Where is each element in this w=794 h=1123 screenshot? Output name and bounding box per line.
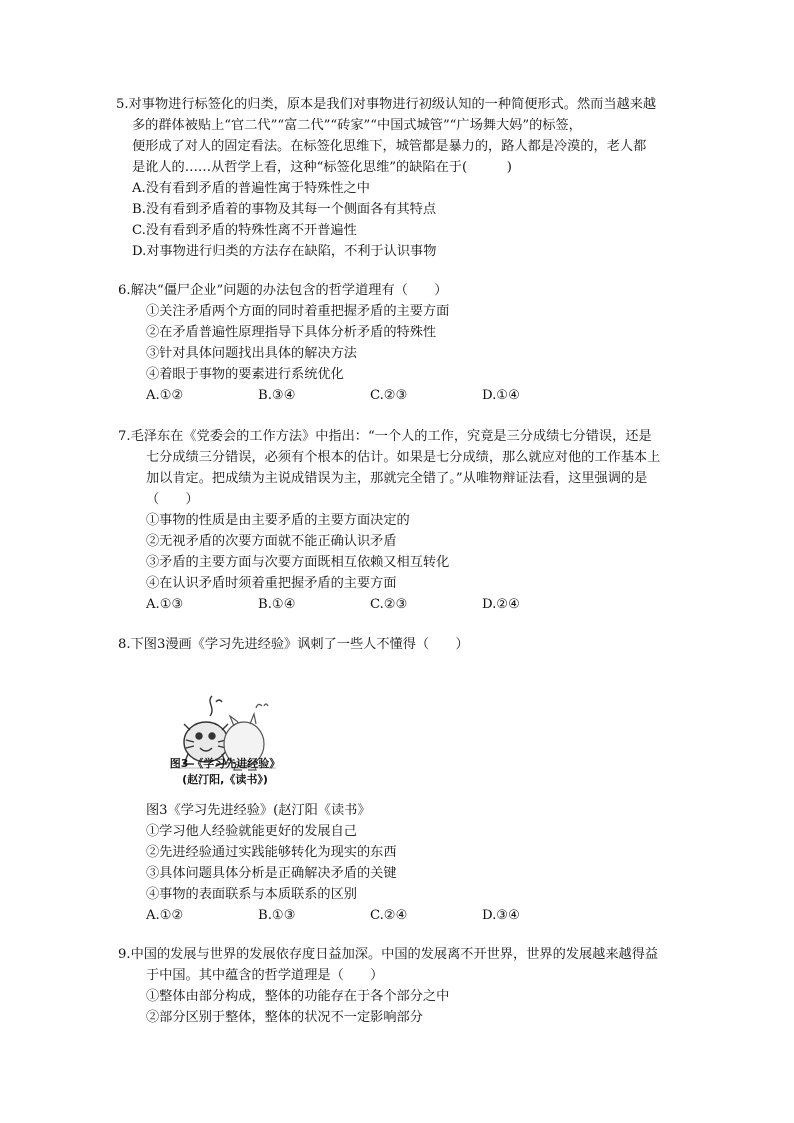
q5-option-b: B.没有看到矛盾着的事物及其每一个侧面各有其特点 [132, 202, 437, 217]
q5-option-c: C.没有看到矛盾的特殊性离不开普遍性 [132, 223, 357, 238]
q5-stem-line: 5.对事物进行标签化的归类，原本是我们对事物进行初级认知的一种简便形式。然而当越来越 [116, 97, 657, 112]
q8-item-1: ①学习他人经验就能更好的发展自己 [146, 824, 357, 839]
q8-answer-a: A.①② [146, 908, 184, 923]
q5-stem-line: 便形成了对人的固定看法。在标签化思维下，城管都是暴力的，路人都是冷漠的，老人都 [132, 139, 647, 154]
q5-stem-line: 多的群体被贴上“官二代”“富二代”“砖家”“中国式城管”“广场舞大妈”的标签， [132, 118, 582, 133]
figure-caption [160, 756, 290, 788]
q5-option-a: A.没有看到矛盾的普遍性寓于特殊性之中 [132, 181, 370, 196]
question-7 [118, 426, 704, 615]
question-6 [118, 280, 704, 406]
q6-answer-b: B.③④ [258, 388, 296, 403]
question-9 [118, 944, 704, 1028]
q7-item-4: ④在认识矛盾时须着重把握矛盾的主要方面 [146, 576, 397, 591]
q8-item-2: ②先进经验通过实践能够转化为现实的东西 [146, 845, 397, 860]
q7-answer-d: D.②④ [482, 597, 520, 612]
q8-answer-b: B.①③ [258, 908, 296, 923]
q6-answer-d: D.①④ [482, 388, 520, 403]
q9-stem-line: 9.中国的发展与世界的发展依存度日益加深。中国的发展离不开世界，世界的发展越来越得益 [118, 947, 659, 962]
q7-answer-b: B.①④ [258, 597, 296, 612]
q8-item-3: ③具体问题具体分析是正确解决矛盾的关键 [146, 866, 397, 881]
q7-stem-line: 7.毛泽东在《党委会的工作方法》中指出：“一个人的工作，究竟是三分成绩七分错误，还是 [118, 429, 652, 444]
q6-item-4: ④着眼于事物的要素进行系统优化 [146, 367, 344, 382]
q6-answer-a: A.①② [146, 388, 184, 403]
q7-item-1: ①事物的性质是由主要矛盾的主要方面决定的 [146, 513, 410, 528]
q7-answer-a: A.①③ [146, 597, 184, 612]
q9-item-2: ②部分区别于整体，整体的状况不一定影响部分 [146, 1010, 423, 1025]
q6-stem: 6.解决“僵尸企业”问题的办法包含的哲学道理有（ ） [118, 283, 448, 298]
figure-caption-source: (赵汀阳,《读书》) [182, 773, 268, 786]
q7-stem-line: 加以肯定。把成绩为主说成错误为主，那就完全错了。”从唯物辩证法看，这里强调的是 [146, 471, 648, 486]
q8-caption-text: 图3《学习先进经验》(赵汀阳《读书》 [146, 803, 371, 818]
q9-stem-line: 于中国。其中蕴含的哲学道理是（ ） [146, 968, 384, 983]
q9-item-1: ①整体由部分构成，整体的功能存在于各个部分之中 [146, 989, 450, 1004]
q6-item-2: ②在矛盾普遍性原理指导下具体分析矛盾的特殊性 [146, 325, 437, 340]
q5-option-d: D.对事物进行归类的方法存在缺陷，不利于认识事物 [132, 244, 437, 259]
q7-item-3: ③矛盾的主要方面与次要方面既相互依赖又相互转化 [146, 555, 450, 570]
figure-caption-title: 图3 《学习先进经验》 [169, 757, 281, 770]
q7-stem-line: （ ） [146, 492, 199, 507]
q6-answer-c: C.②③ [370, 388, 408, 403]
q8-stem: 8.下图3漫画《学习先进经验》讽刺了一些人不懂得（ ） [118, 637, 469, 652]
q7-item-2: ②无视矛盾的次要方面就不能正确认识矛盾 [146, 534, 397, 549]
q6-item-1: ①关注矛盾两个方面的同时着重把握矛盾的主要方面 [146, 304, 450, 319]
q8-answer-d: D.③④ [482, 908, 520, 923]
q7-answer-c: C.②③ [370, 597, 408, 612]
q7-stem-line: 七分成绩三分错误，必须有个根本的估计。如果是七分成绩，那么就应对他的工作基本上 [146, 450, 661, 465]
question-8 [118, 634, 704, 655]
q8-item-4: ④事物的表面联系与本质联系的区别 [146, 887, 357, 902]
q8-answer-row [118, 905, 704, 926]
q5-stem-line: 是讹人的……从哲学上看，这种“标签化思维”的缺陷在于( ) [132, 160, 512, 175]
q8-answer-c: C.②④ [370, 908, 408, 923]
q6-answer-row [118, 385, 704, 406]
q6-item-3: ③针对具体问题找出具体的解决方法 [146, 346, 357, 361]
q7-answer-row [118, 594, 704, 615]
question-8-body [118, 800, 704, 926]
question-5 [118, 94, 704, 262]
